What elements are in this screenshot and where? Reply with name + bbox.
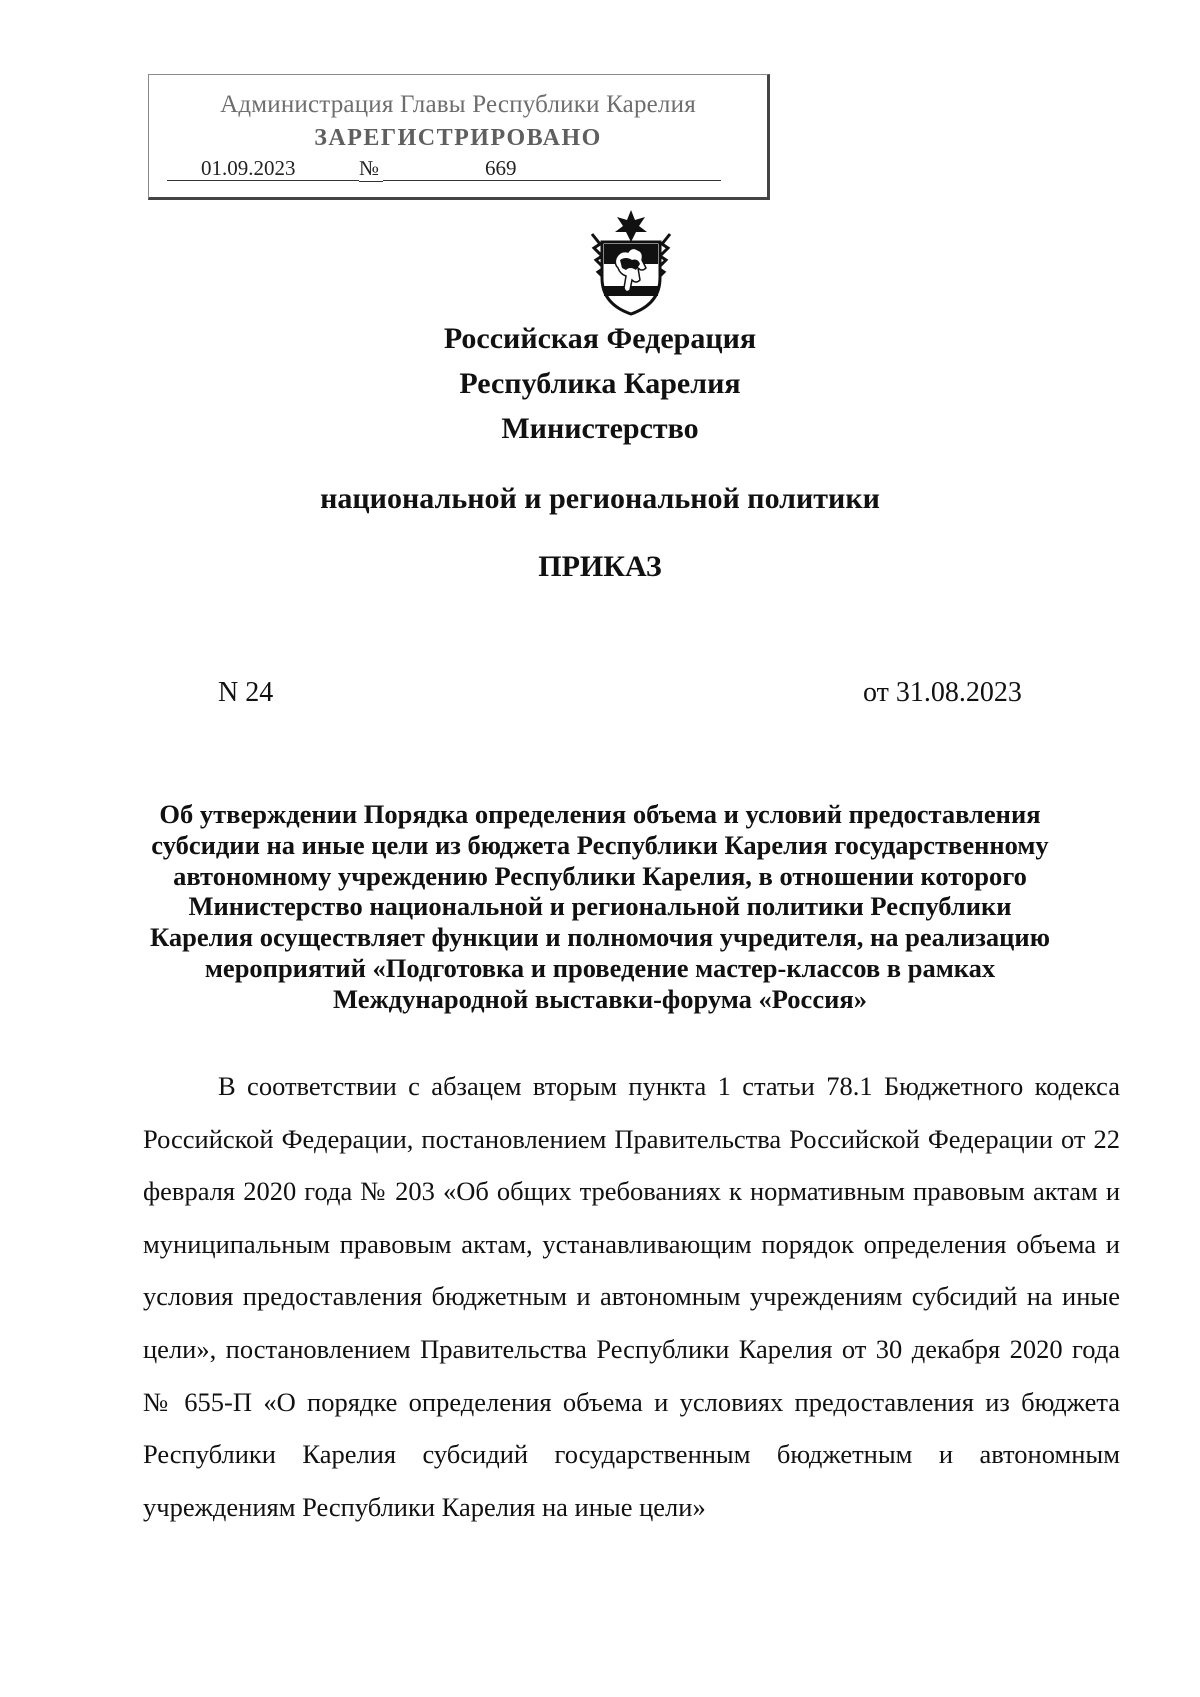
title-line: Международной выставки-форума «Россия» — [333, 983, 867, 1014]
stamp-number: 669 — [383, 155, 721, 181]
registration-stamp — [148, 74, 770, 200]
title-line: Об утверждении Порядка определения объема и условий предоставления — [159, 799, 1041, 829]
title-line: Министерство национальной и региональной политики Республики — [188, 891, 1012, 922]
body-paragraph: В соответствии с абзацем вторым пункта 1 статьи 78.1 Бюджетного кодекса Российской Федерации, постановлением Правительства Российской Федерации от 22 февраля 2020 года № 203 «Об общих требованиях к нормативным правовым актам и муниципальным правовым актам, устанавливающим порядок определения объема и условия предоставления бюджетным и автономным учреждениям субсидий на иные цели», постановлением Правительства Республики Карелия от 30 декабря 2020 года № 655-П «О порядке определения объема и условиях предоставления из бюджета Республики Карелия субсидий государственным бюджетным и автономным учреждениям Республики Карелия на иные цели» — [143, 1071, 1120, 1522]
header-ministry-line2: национальной и региональной политики — [320, 482, 880, 515]
document-title — [130, 799, 1070, 1015]
header-ministry-line1: Министерство — [501, 412, 699, 445]
title-line: субсидии на иные цели из бюджета Республики Карелия государственному — [151, 829, 1049, 860]
title-line: автономному учреждению Республики Карелия, в отношении которого — [173, 860, 1027, 891]
stamp-status: ЗАРЕГИСТРИРОВАНО — [314, 125, 602, 151]
header-country: Российская Федерация — [443, 322, 757, 355]
order-number: N 24 — [218, 677, 274, 708]
order-date: от 31.08.2023 — [863, 677, 1022, 708]
title-line: Карелия осуществляет функции и полномочия учредителя, на реализацию — [150, 922, 1050, 953]
stamp-number-label: № — [359, 155, 383, 182]
header-republic: Республика Карелия — [459, 367, 741, 400]
title-line: мероприятий «Подготовка и проведение мастер-классов в рамках — [204, 952, 996, 983]
document-type: ПРИКАЗ — [538, 550, 662, 583]
stamp-authority: Администрация Главы Республики Карелия — [220, 91, 696, 118]
karelia-coat-of-arms-icon — [586, 208, 676, 318]
stamp-date: 01.09.2023 — [167, 155, 359, 181]
